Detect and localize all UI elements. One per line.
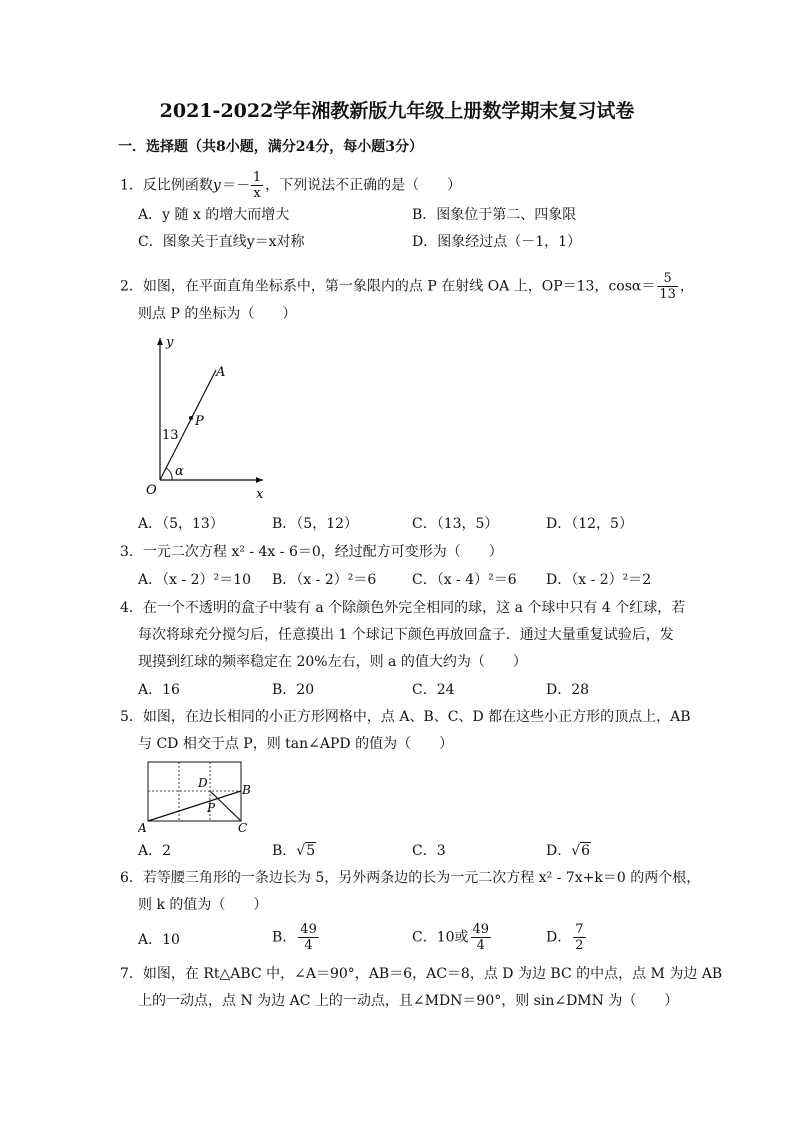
option-label: C．10或 [412, 929, 469, 946]
denominator: 2 [575, 938, 584, 953]
option-d [546, 841, 591, 861]
option-a: A．y 随 x 的增大而增大 [138, 207, 290, 223]
option-label: D． [546, 929, 572, 946]
option-label: D． [546, 843, 572, 859]
numerator: 49 [300, 922, 317, 937]
origin-label: O [146, 483, 157, 498]
option-b [272, 841, 316, 861]
grid-figure [138, 756, 253, 836]
numerator: 7 [575, 922, 584, 937]
question-7 [120, 964, 722, 984]
length-label: 13 [162, 428, 179, 443]
point-a-label: A [216, 365, 226, 380]
angle-arc [166, 468, 172, 480]
denominator: 4 [304, 938, 313, 953]
option-a: A．（x - 2）²＝10 [138, 572, 251, 588]
question-text: 如图，在平面直角坐标系中，第一象限内的点 P 在射线 OA 上，OP＝13，cosα＝ [142, 278, 656, 295]
option-label: B． [272, 843, 297, 859]
question-number: 5． [120, 709, 143, 725]
grid-border [148, 762, 241, 821]
numerator: 49 [472, 922, 490, 937]
point-p-label: P [195, 414, 204, 429]
point-p [189, 416, 193, 420]
question-2 [120, 271, 694, 302]
sqrt-sign: √ [571, 843, 581, 859]
option-c: C．图象关于直线y＝x对称 [138, 234, 305, 250]
option-d: D．图象经过点（－1，1） [412, 234, 582, 250]
question-text: 如图，在边长相同的小正方形网格中，点 A、B、C、D 都在这些小正方形的顶点上，AB [142, 709, 691, 725]
option-c: C．（13，5） [412, 516, 499, 532]
fraction [251, 170, 263, 201]
numerator: 5 [657, 271, 678, 287]
option-b: B．图象位于第二、四象限 [412, 207, 577, 223]
fraction [573, 922, 585, 953]
question-text: 如图，在 Rt△ABC 中，∠A＝90°，AB＝6，AC＝8，点 D 为边 BC 的中点，点 M 为边 AB [142, 966, 723, 982]
sqrt-value: 6 [581, 843, 591, 859]
point-d-label: D [198, 776, 208, 790]
option-label: B． [272, 929, 297, 946]
y-label: y [166, 335, 174, 350]
option-c: C．（x - 4）²＝6 [412, 572, 517, 588]
option-a: A．16 [138, 682, 180, 698]
question-4 [120, 598, 685, 618]
option-d: D．28 [546, 682, 590, 698]
equation: y＝－ [212, 177, 249, 194]
denominator: x [253, 186, 261, 201]
question-number: 6． [120, 870, 143, 886]
option-b: B．（x - 2）²＝6 [272, 572, 377, 588]
question-1 [120, 170, 461, 201]
question-text: 反比例函数 [142, 177, 213, 194]
option-c [412, 922, 493, 953]
option-a: A．2 [138, 843, 172, 859]
question-text: 则 k 的值为（ ） [138, 897, 268, 913]
option-b: B．20 [272, 682, 315, 698]
denominator: 13 [659, 287, 676, 302]
x-axis-arrow [256, 477, 263, 483]
option-d: D．（12，5） [546, 516, 633, 532]
question-text: 与 CD 相交于点 P，则 tan∠APD 的值为（ ） [138, 736, 454, 752]
option-a: A．10 [138, 932, 180, 948]
question-5 [120, 707, 691, 727]
question-number: 2． [120, 278, 143, 295]
question-number: 7． [120, 966, 143, 982]
option-c: C．3 [412, 843, 446, 859]
sqrt-sign: √ [296, 843, 306, 859]
question-6 [120, 868, 700, 888]
fraction [471, 922, 492, 953]
point-c-label: C [238, 821, 248, 835]
fraction [298, 922, 319, 953]
option-d [546, 922, 588, 953]
segment-ab [148, 791, 241, 821]
question-number: 4． [120, 600, 143, 616]
question-text: 在一个不透明的盒子中装有 a 个除颜色外完全相同的球，这 a 个球中只有 4 个红球，若 [142, 600, 686, 616]
question-text: 若等腰三角形的一条边长为 5，另外两条边的长为一元二次方程 x² - 7x+k＝0 的两个根， [142, 870, 701, 886]
coordinate-figure [138, 330, 273, 505]
point-b-label: B [242, 783, 251, 797]
question-text: 一元二次方程 x² - 4x - 6＝0，经过配方可变形为（ ） [142, 544, 503, 560]
ray-oa [160, 370, 216, 480]
question-3 [120, 542, 503, 562]
point-p-label: P [207, 801, 216, 815]
question-text: 上的一动点，点 N 为边 AC 上的一动点，且∠MDN＝90°，则 sin∠DMN 为（ ） [138, 993, 679, 1009]
denominator: 4 [476, 938, 485, 953]
question-number: 3． [120, 544, 143, 560]
question-text: 现摸到红球的频率稳定在 20%左右，则 a 的值大约为（ ） [138, 654, 527, 670]
page-title: 2021-2022学年湘教新版九年级上册数学期末复习试卷 [159, 100, 635, 122]
section-heading: 一．选择题（共8小题，满分24分，每小题3分） [118, 139, 423, 155]
question-text: 每次将球充分搅匀后，任意摸出 1 个球记下颜色再放回盒子．通过大量重复试验后，发 [138, 627, 674, 643]
option-c: C．24 [412, 682, 455, 698]
y-axis-arrow [157, 338, 163, 345]
option-a: A．（5，13） [138, 516, 224, 532]
option-b: B．（5，12） [272, 516, 359, 532]
numerator: 1 [252, 170, 262, 185]
point-a-label: A [138, 821, 147, 835]
question-text: 则点 P 的坐标为（ ） [138, 306, 297, 322]
question-number: 1． [120, 177, 143, 194]
option-d: D．（x - 2）²＝2 [546, 572, 652, 588]
x-label: x [256, 487, 264, 502]
option-b [272, 922, 321, 953]
alpha-label: α [175, 464, 184, 479]
fraction [657, 271, 678, 302]
question-text: ， [679, 278, 694, 295]
sqrt-value: 5 [306, 843, 316, 859]
question-text: ，下列说法不正确的是（ ） [265, 177, 462, 194]
